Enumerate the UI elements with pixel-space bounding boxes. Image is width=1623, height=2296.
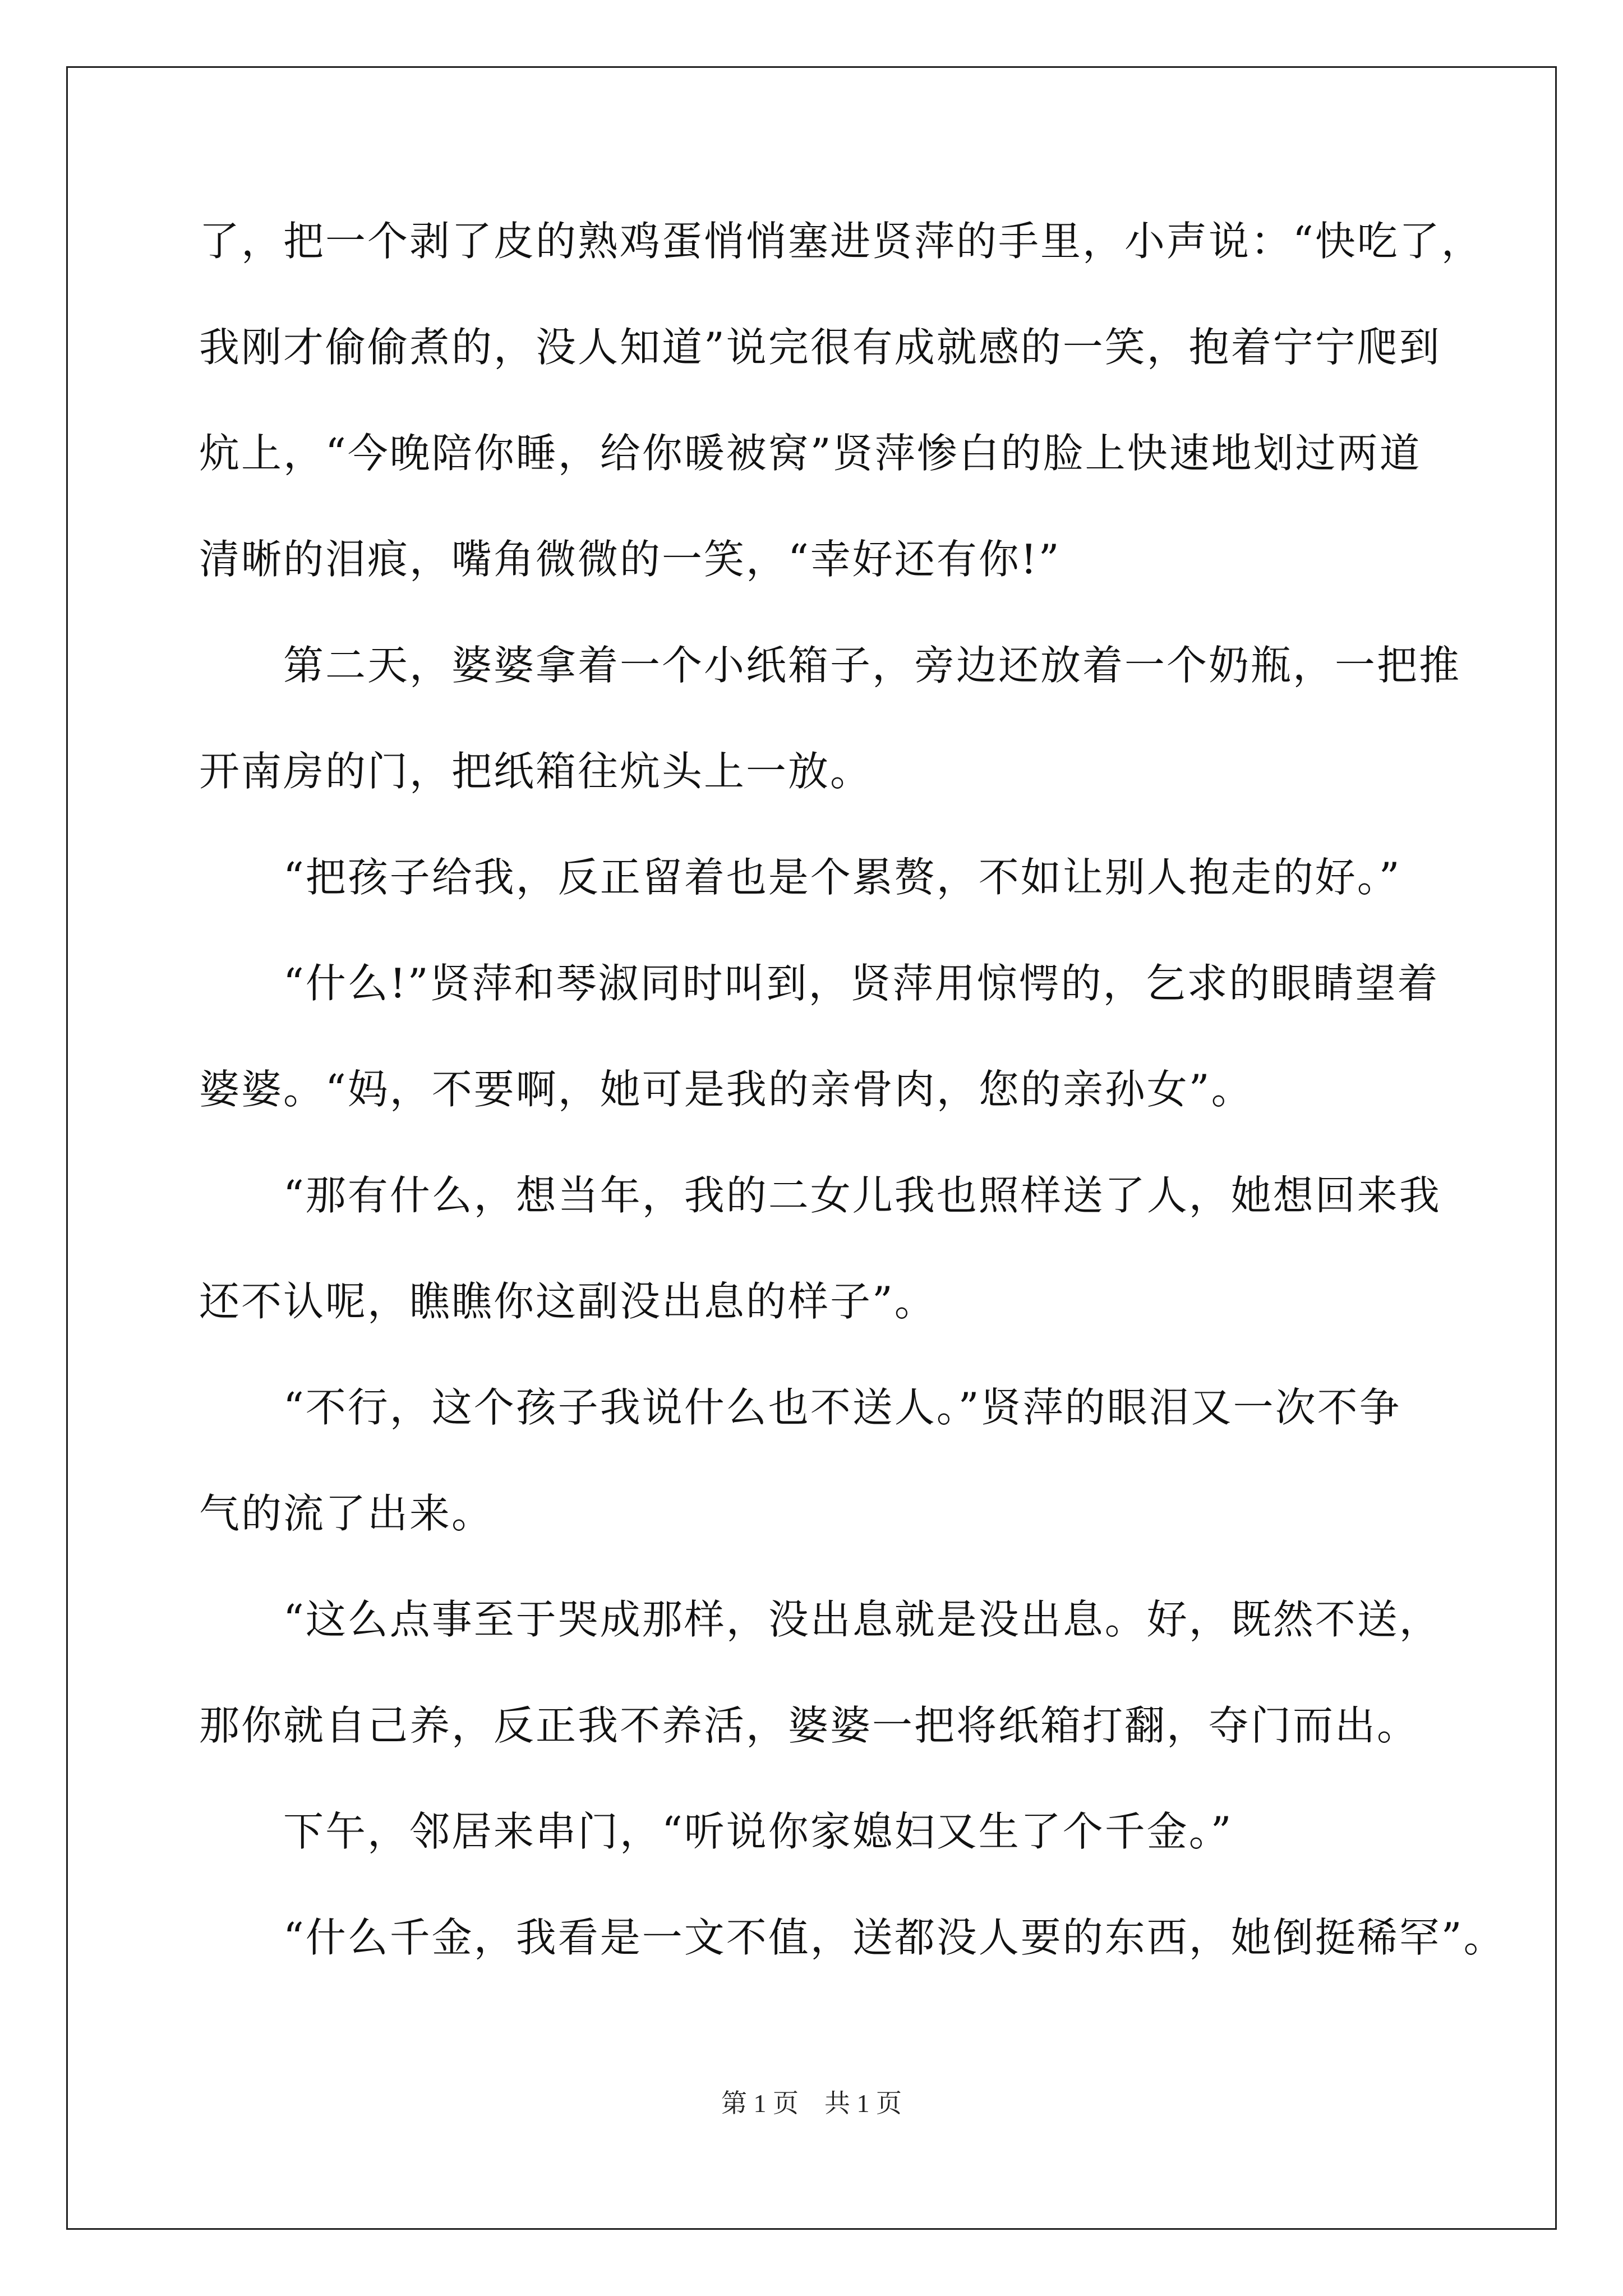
body-line: 开南房的门，把纸箱往炕头上一放。 bbox=[199, 748, 873, 795]
body-line: 下午，邻居来串门，“听说你家媳妇又生了个千金。” bbox=[199, 1808, 1233, 1855]
page-footer: 第 1 页 共 1 页 bbox=[721, 2089, 902, 2118]
body-line: 婆婆。“妈，不要啊，她可是我的亲骨肉，您的亲孙女”。 bbox=[199, 1066, 1253, 1113]
body-line: 气的流了出来。 bbox=[199, 1490, 494, 1537]
body-line: “把孩子给我，反正留着也是个累赘，不如让别人抱走的好。” bbox=[199, 854, 1401, 901]
body-line: 清晰的泪痕，嘴角微微的一笑，“幸好还有你!” bbox=[199, 536, 1061, 583]
body-line: “这么点事至于哭成那样，没出息就是没出息。好，既然不送， bbox=[199, 1596, 1441, 1643]
body-line: “不行，这个孩子我说什么也不送人。”贤萍的眼泪又一次不争 bbox=[199, 1384, 1401, 1431]
body-line: “什么!”贤萍和琴淑同时叫到，贤萍用惊愕的，乞求的眼睛望着 bbox=[199, 960, 1440, 1007]
body-line: 那你就自己养，反正我不养活，婆婆一把将纸箱打翻，夺门而出。 bbox=[199, 1702, 1419, 1749]
body-line: 还不认呢，瞧瞧你这副没出息的样子”。 bbox=[199, 1278, 937, 1325]
body-line: “那有什么，想当年，我的二女儿我也照样送了人，她想回来我 bbox=[199, 1172, 1441, 1219]
body-line: 了，把一个剥了皮的熟鸡蛋悄悄塞进贤萍的手里，小声说：“快吃了， bbox=[199, 218, 1483, 265]
body-line: 第二天，婆婆拿着一个小纸箱子，旁边还放着一个奶瓶，一把推 bbox=[199, 642, 1461, 689]
body-line: 我刚才偷偷煮的，没人知道”说完很有成就感的一笑，抱着宁宁爬到 bbox=[199, 324, 1441, 371]
body-line: “什么千金，我看是一文不值，送都没人要的东西，她倒挺稀罕”。 bbox=[199, 1914, 1506, 1961]
body-line: 炕上，“今晚陪你睡，给你暖被窝”贤萍惨白的脸上快速地划过两道 bbox=[199, 430, 1422, 477]
